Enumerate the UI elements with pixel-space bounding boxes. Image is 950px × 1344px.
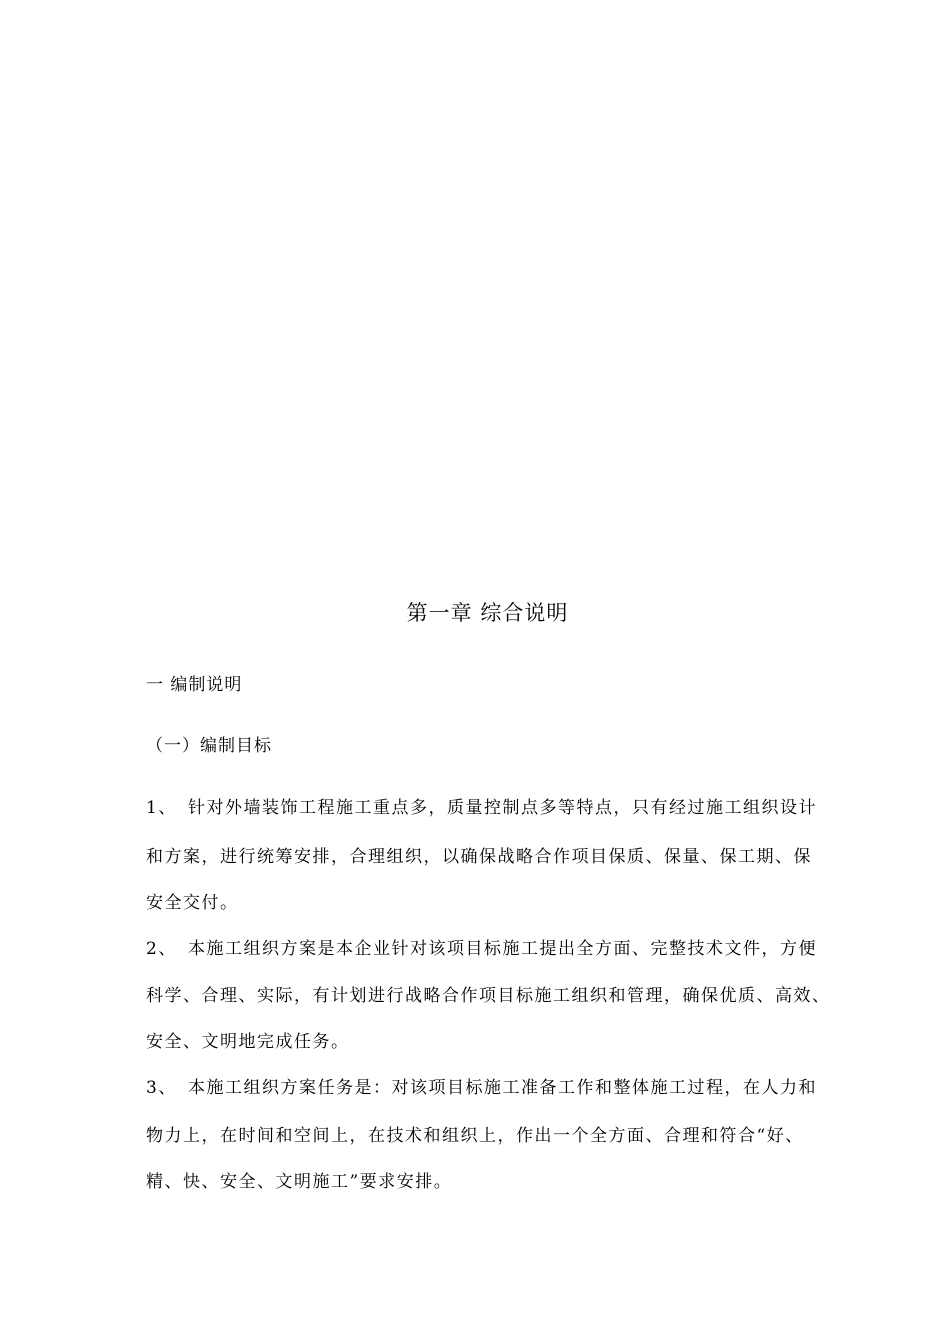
- item-1-line-1: [146, 796, 846, 820]
- chapter-title: 第一章 综合说明: [406, 601, 569, 625]
- item-3-text-line-1: 本施工组织方案任务是：对该项目标施工准备工作和整体施工过程，在人力和: [188, 1078, 817, 1098]
- item-2-text-line-1: 本施工组织方案是本企业针对该项目标施工提出全方面、完整技术文件，方便: [188, 939, 817, 959]
- item-1-text-line-2: 和方案，进行统筹安排，合理组织，以确保战略合作项目保质、保量、保工期、保: [146, 847, 812, 867]
- item-2-line-1: [146, 937, 846, 961]
- item-1-text-line-1: 针对外墙装饰工程施工重点多，质量控制点多等特点，只有经过施工组织设计: [188, 798, 817, 818]
- item-3-text-line-2: 物力上，在时间和空间上，在技术和组织上，作出一个全方面、合理和符合“好、: [146, 1126, 804, 1146]
- item-1-number: 1、: [146, 798, 177, 818]
- item-3-text-line-3: 精、快、安全、文明施工”要求安排。: [146, 1172, 453, 1192]
- item-3-number: 3、: [146, 1078, 177, 1098]
- item-1-text-line-3: 安全交付。: [146, 893, 239, 913]
- item-2-text-line-3: 安全、文明地完成任务。: [146, 1032, 350, 1052]
- item-2-number: 2、: [146, 939, 177, 959]
- item-3-line-1: [146, 1076, 846, 1100]
- section-heading: 一 编制说明: [146, 675, 243, 695]
- subsection-heading: （一）编制目标: [146, 736, 272, 756]
- item-2-text-line-2: 科学、合理、实际，有计划进行战略合作项目标施工组织和管理，确保优质、高效、: [146, 986, 831, 1006]
